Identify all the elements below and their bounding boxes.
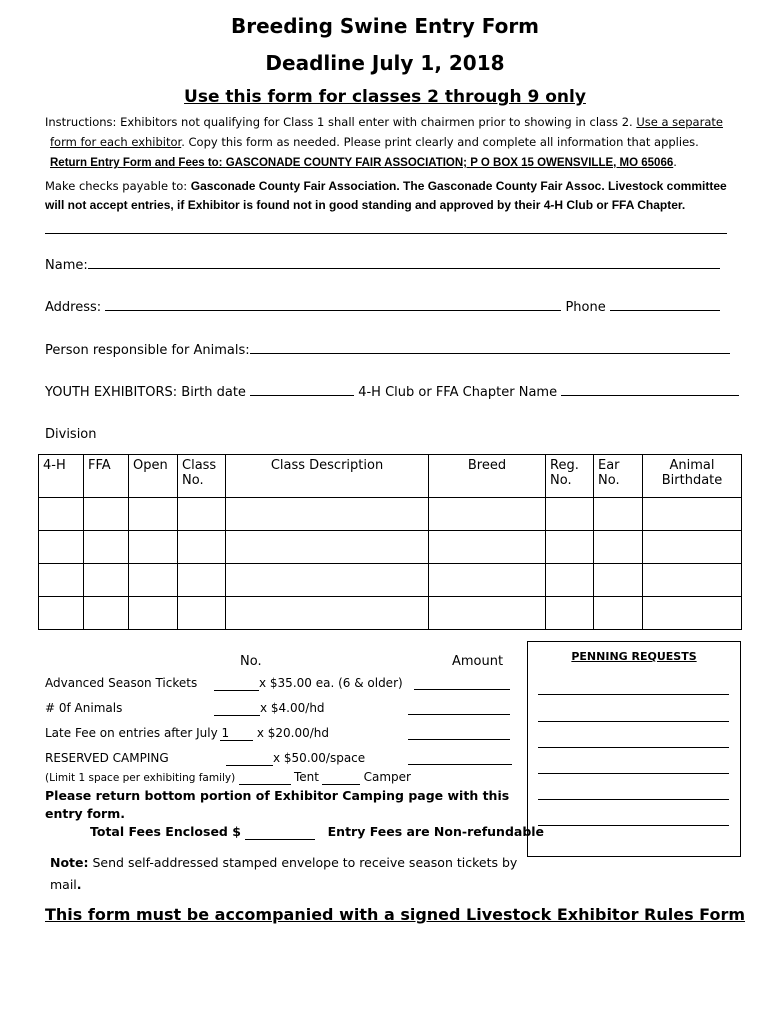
instructions-line-1 (45, 112, 735, 132)
payee-and-committee-note: Gasconade County Fair Association. The Gasconade County Fair Assoc. Livestock committee will not accept entries, if Exhibitor is found not in good standing and approved by their 4-H Club or FFA Chapter. (45, 179, 727, 212)
name-field[interactable]: Name: (45, 258, 720, 273)
camper-label: Camper (363, 770, 411, 784)
col-reg-no: Reg. No. (546, 455, 594, 498)
table-row (39, 498, 742, 531)
col-breed: Breed (429, 455, 546, 498)
penning-line[interactable] (538, 694, 729, 695)
return-label: Return Entry Form and Fees to: (50, 157, 226, 169)
penning-line[interactable] (538, 773, 729, 774)
penning-line[interactable] (538, 721, 729, 722)
note-label: Note: (50, 855, 89, 870)
youth-exhibitor-field[interactable]: YOUTH EXHIBITORS: Birth date 4-H Club or FFA Chapter Name (45, 385, 739, 400)
total-fees-row (90, 824, 544, 840)
table-row (39, 564, 742, 597)
camper-line[interactable] (322, 772, 360, 785)
table-row (39, 531, 742, 564)
classes-subtitle: Use this form for classes 2 through 9 only (184, 87, 586, 107)
form-title: Breeding Swine Entry Form (230, 14, 540, 38)
instructions-line-2 (50, 132, 740, 152)
club-line[interactable] (561, 395, 739, 396)
col-ear-no: Ear No. (594, 455, 643, 498)
animals-amount-line[interactable] (408, 714, 510, 715)
penning-line[interactable] (538, 747, 729, 748)
instructions-text: Instructions: Exhibitors not qualifying for Class 1 shall enter with chairmen prior to showing in class 2. (45, 115, 637, 129)
season-tickets-label: Advanced Season Tickets (45, 676, 198, 690)
separate-form-note: Use a separate (636, 115, 723, 129)
note-row: Note: Send self-addressed stamped envelope to receive season tickets by mail. (50, 855, 518, 892)
division-label: Division (45, 427, 97, 442)
camping-limit-row (45, 770, 411, 785)
fees-no-header: No. (240, 654, 262, 669)
note-text: Send self-addressed stamped envelope to receive season tickets by mail (50, 855, 518, 892)
penning-line[interactable] (538, 799, 729, 800)
responsible-line[interactable] (250, 353, 730, 354)
camping-return-note: Please return bottom portion of Exhibitor Camping page with this entry form. (45, 788, 510, 821)
col-animal-birthdate: Animal Birthdate (643, 455, 742, 498)
late-fee-qty[interactable]: x $20.00/hd (220, 726, 329, 741)
tent-line[interactable] (239, 772, 291, 785)
non-refundable-note: Entry Fees are Non-refundable (327, 824, 545, 839)
divider (45, 233, 727, 234)
camping-amount-line[interactable] (408, 764, 512, 765)
total-fees-label: Total Fees Enclosed $ (90, 824, 241, 839)
name-line[interactable] (88, 268, 720, 269)
late-fee-amount-line[interactable] (408, 739, 510, 740)
address-field[interactable]: Address: Phone (45, 300, 720, 315)
table-header-row (39, 455, 742, 498)
col-class-description: Class Description (226, 455, 429, 498)
entry-table (38, 454, 742, 630)
animals-label: # 0f Animals (45, 701, 123, 715)
camping-label: RESERVED CAMPING (45, 751, 169, 765)
season-tickets-qty[interactable]: x $35.00 ea. (6 & older) (214, 676, 403, 691)
fees-amount-header: Amount (452, 654, 504, 669)
col-open: Open (129, 455, 178, 498)
return-address: GASCONADE COUNTY FAIR ASSOCIATION; P O BOX 15 OWENSVILLE, MO 65066 (225, 157, 674, 169)
penning-line[interactable] (538, 825, 729, 826)
birthdate-line[interactable] (250, 395, 354, 396)
col-ffa: FFA (84, 455, 129, 498)
col-4h: 4-H (39, 455, 84, 498)
return-address-line: Return Entry Form and Fees to: GASCONADE COUNTY FAIR ASSOCIATION; P O BOX 15 OWENSVILLE, MO 65066. (50, 155, 677, 169)
rules-form-requirement: This form must be accompanied with a signed Livestock Exhibitor Rules Form (45, 905, 746, 924)
deadline-heading: Deadline July 1, 2018 (265, 51, 505, 75)
col-class-no: Class No. (178, 455, 226, 498)
table-row (39, 597, 742, 630)
copy-form-note: . Copy this form as needed. Please print clearly and complete all information that applies. (181, 135, 699, 149)
responsible-field[interactable]: Person responsible for Animals: (45, 343, 730, 358)
camping-qty[interactable]: x $50.00/space (226, 751, 365, 766)
penning-requests-box (527, 641, 741, 857)
penning-requests-heading: PENNING REQUESTS (571, 650, 697, 663)
each-exhibitor-note: form for each exhibitor (50, 135, 182, 149)
club-label: 4-H Club or FFA Chapter Name (358, 385, 558, 400)
camping-limit-note: (Limit 1 space per exhibiting family) (45, 772, 236, 784)
tent-label: Tent (293, 770, 319, 784)
phone-label: Phone (565, 300, 606, 315)
total-fees-line[interactable] (245, 824, 315, 840)
late-fee-label: Late Fee on entries after July 1 (45, 726, 230, 740)
animals-qty[interactable]: x $4.00/hd (214, 701, 325, 716)
season-amount-line[interactable] (414, 689, 510, 690)
phone-line[interactable] (610, 310, 720, 311)
address-line[interactable] (105, 310, 561, 311)
checks-payable-note: Make checks payable to: Gasconade County Fair Association. The Gasconade County Fair Assoc. Livestock committee will not accept entries, if Exhibitor is found not in good standing and approved by their 4-H Club or FFA Chapter. (45, 179, 727, 212)
